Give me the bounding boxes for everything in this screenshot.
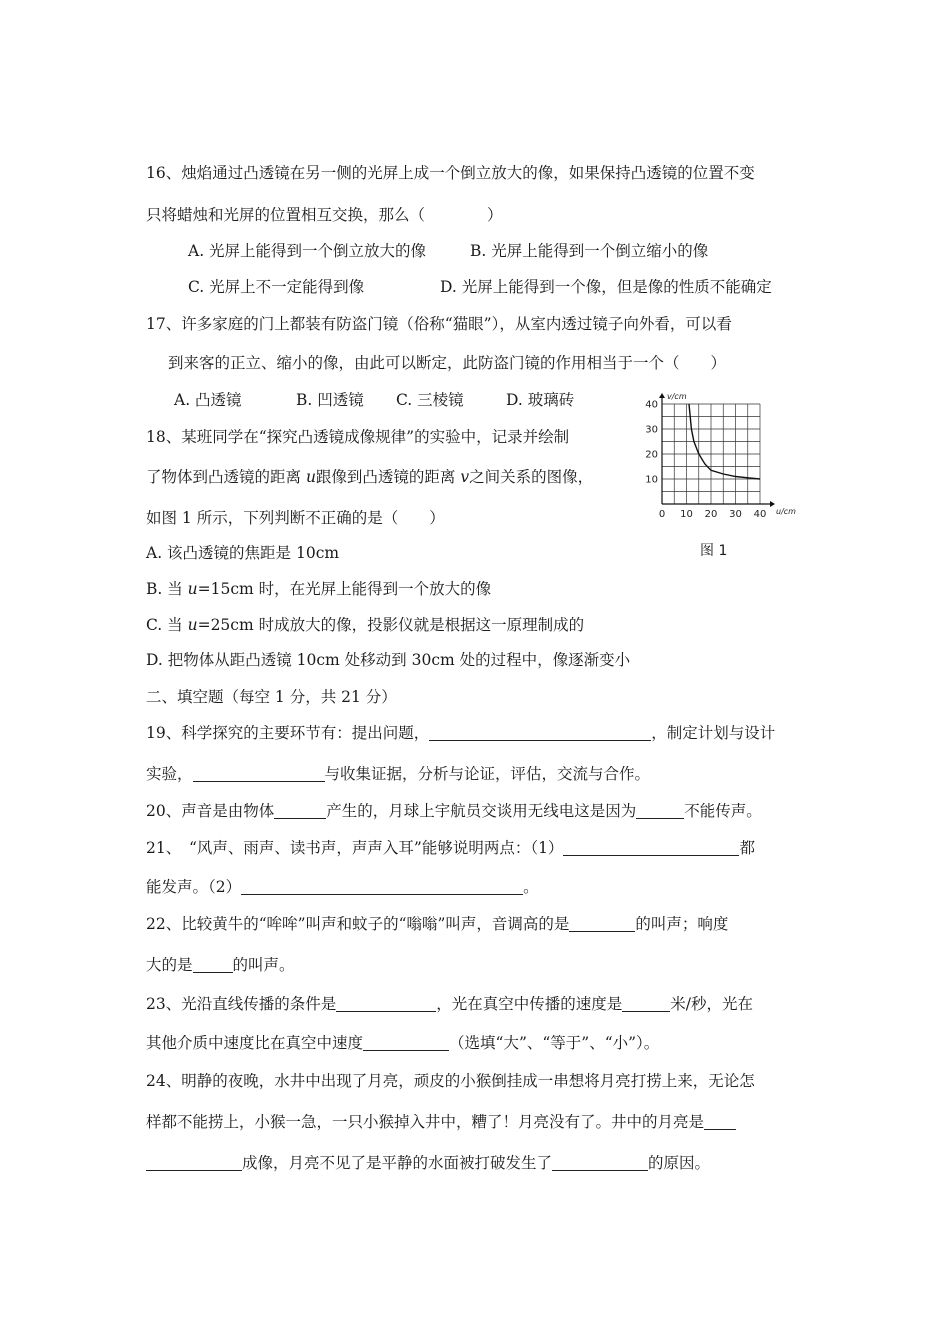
x-tick-label: 30	[729, 509, 742, 520]
q17-stem-line2: 到来客的正立、缩小的像，由此可以断定，此防盗门镜的作用相当于一个（ ）	[168, 354, 727, 372]
q22-blank-1[interactable]	[569, 915, 635, 932]
y-axis-arrow-icon	[659, 393, 665, 398]
q22-blank-2[interactable]	[193, 956, 233, 973]
x-tick-label: 40	[753, 509, 767, 520]
q17-option-b: B. 凹透镜	[296, 391, 364, 409]
q19-blank-2[interactable]	[193, 765, 325, 782]
q17-option-d: D. 玻璃砖	[506, 391, 575, 409]
q22-text: 大的是	[146, 956, 193, 974]
q19-line2	[146, 764, 650, 784]
q19-text: 与收集证据，分析与论证，评估，交流与合作。	[324, 765, 651, 783]
q17-option-a: A. 凸透镜	[174, 391, 242, 409]
q21-line2	[146, 877, 539, 897]
q21-blank-2[interactable]	[241, 878, 523, 895]
q22-text: 的叫声；响度	[635, 915, 729, 933]
q21-text: 都	[739, 839, 755, 857]
q24-blank-1a[interactable]	[704, 1113, 736, 1130]
q18-option-c	[146, 615, 584, 635]
q21-text: 21、 “风声、雨声、读书声，声声入耳”能够说明两点：（1）	[146, 839, 564, 857]
q20-text: 不能传声。	[684, 802, 762, 820]
x-tick-label: 0	[658, 509, 666, 520]
q20-text: 20、声音是由物体	[146, 802, 275, 820]
q21-text: 能发声。（2）	[146, 878, 242, 896]
q18-text: 跟像到凸透镜的距离	[315, 468, 461, 486]
q24-text: 样都不能捞上，小猴一急，一只小猴掉入井中，糟了！月亮没有了。井中的月亮是	[146, 1113, 705, 1131]
q18-text: 之间关系的图像，	[469, 468, 594, 486]
q22-line2	[146, 955, 295, 975]
q24-blank-1b[interactable]	[146, 1154, 242, 1171]
q20-line	[146, 801, 762, 821]
q18-var-u: u	[187, 616, 198, 634]
section-2-heading: 二、填空题（每空 1 分，共 21 分）	[146, 688, 397, 706]
q18-text: B. 当	[146, 580, 188, 598]
q18-var-u: u	[305, 468, 316, 486]
q23-text: 23、光沿直线传播的条件是	[146, 995, 337, 1013]
q23-text: （选填“大”、“等于”、“小”）。	[449, 1034, 660, 1052]
q18-stem-line1: 18、某班同学在“探究凸透镜成像规律”的实验中，记录并绘制	[146, 428, 570, 446]
q16-option-a: A. 光屏上能得到一个倒立放大的像	[188, 242, 427, 260]
q16-stem-line2: 只将蜡烛和光屏的位置相互交换，那么（ ）	[146, 206, 503, 224]
figure-1-chart	[636, 390, 796, 524]
q24-text: 成像，月亮不见了是平静的水面被打破发生了	[242, 1154, 553, 1172]
q20-text: 产生的，月球上宇航员交谈用无线电这是因为	[326, 802, 637, 820]
q23-line2	[146, 1033, 659, 1053]
q23-text: 米/秒，光在	[670, 995, 753, 1013]
q17-stem-line1: 17、许多家庭的门上都装有防盗门镜（俗称“猫眼”），从室内透过镜子向外看，可以看	[146, 315, 732, 333]
q16-option-c: C. 光屏上不一定能得到像	[188, 278, 365, 296]
q16-option-d: D. 光屏上能得到一个像，但是像的性质不能确定	[440, 278, 772, 296]
q23-text: 其他介质中速度比在真空中速度	[146, 1034, 364, 1052]
y-tick-label: 30	[645, 424, 658, 436]
q23-blank-3[interactable]	[363, 1034, 449, 1051]
q20-blank-1[interactable]	[274, 802, 326, 819]
x-tick-label: 10	[680, 509, 693, 520]
q18-text: =25cm 时成放大的像，投影仪就是根据这一原理制成的	[197, 616, 585, 634]
q22-line1	[146, 914, 728, 934]
q19-text: 实验，	[146, 765, 193, 783]
q18-option-b	[146, 579, 491, 599]
q24-line1: 24、明静的夜晚，水井中出现了月亮，顽皮的小猴倒挂成一串想将月亮打捞上来，无论怎	[146, 1072, 755, 1090]
q18-stem-line2	[146, 467, 593, 487]
q22-text: 22、比较黄牛的“哞哞”叫声和蚊子的“嗡嗡”叫声，音调高的是	[146, 915, 570, 933]
q18-stem-line3: 如图 1 所示，下列判断不正确的是（ ）	[146, 509, 445, 527]
y-axis-label: v/cm	[667, 392, 687, 401]
q19-text: ，制定计划与设计	[651, 724, 776, 742]
y-tick-label: 40	[645, 399, 658, 411]
x-axis-arrow-icon	[770, 501, 775, 507]
q20-blank-2[interactable]	[636, 802, 684, 819]
q19-text: 19、科学探究的主要环节有：提出问题，	[146, 724, 430, 742]
q19-blank-1[interactable]	[429, 724, 651, 741]
q22-text: 的叫声。	[232, 956, 295, 974]
q23-blank-1[interactable]	[336, 995, 436, 1012]
q16-stem-line1: 16、烛焰通过凸透镜在另一侧的光屏上成一个倒立放大的像，如果保持凸透镜的位置不变	[146, 164, 755, 182]
q23-text: ，光在真空中传播的速度是	[436, 995, 623, 1013]
q24-blank-2[interactable]	[552, 1154, 648, 1171]
q16-option-b: B. 光屏上能得到一个倒立缩小的像	[470, 242, 709, 260]
y-tick-label: 10	[645, 474, 658, 486]
q19-line1	[146, 723, 775, 743]
q17-option-c: C. 三棱镜	[396, 391, 464, 409]
q23-line1	[146, 994, 753, 1014]
q24-text: 的原因。	[648, 1154, 711, 1172]
q18-option-a: A. 该凸透镜的焦距是 10cm	[146, 544, 340, 562]
x-axis-label: u/cm	[776, 507, 796, 516]
q18-var-v: v	[460, 468, 470, 486]
q24-line3	[146, 1153, 710, 1173]
q18-var-u: u	[187, 580, 198, 598]
q18-text: C. 当	[146, 616, 188, 634]
q23-blank-2[interactable]	[622, 995, 670, 1012]
q21-text: 。	[523, 878, 539, 896]
x-tick-label: 20	[704, 509, 718, 520]
q18-option-d: D. 把物体从距凸透镜 10cm 处移动到 30cm 处的过程中，像逐渐变小	[146, 651, 631, 669]
q18-text: =15cm 时，在光屏上能得到一个放大的像	[197, 580, 492, 598]
q21-line1	[146, 838, 755, 858]
q24-line2	[146, 1112, 736, 1132]
y-tick-label: 20	[645, 449, 658, 461]
q21-blank-1[interactable]	[563, 839, 739, 856]
q18-text: 了物体到凸透镜的距离	[146, 468, 306, 486]
figure-caption: 图 1	[700, 543, 728, 559]
